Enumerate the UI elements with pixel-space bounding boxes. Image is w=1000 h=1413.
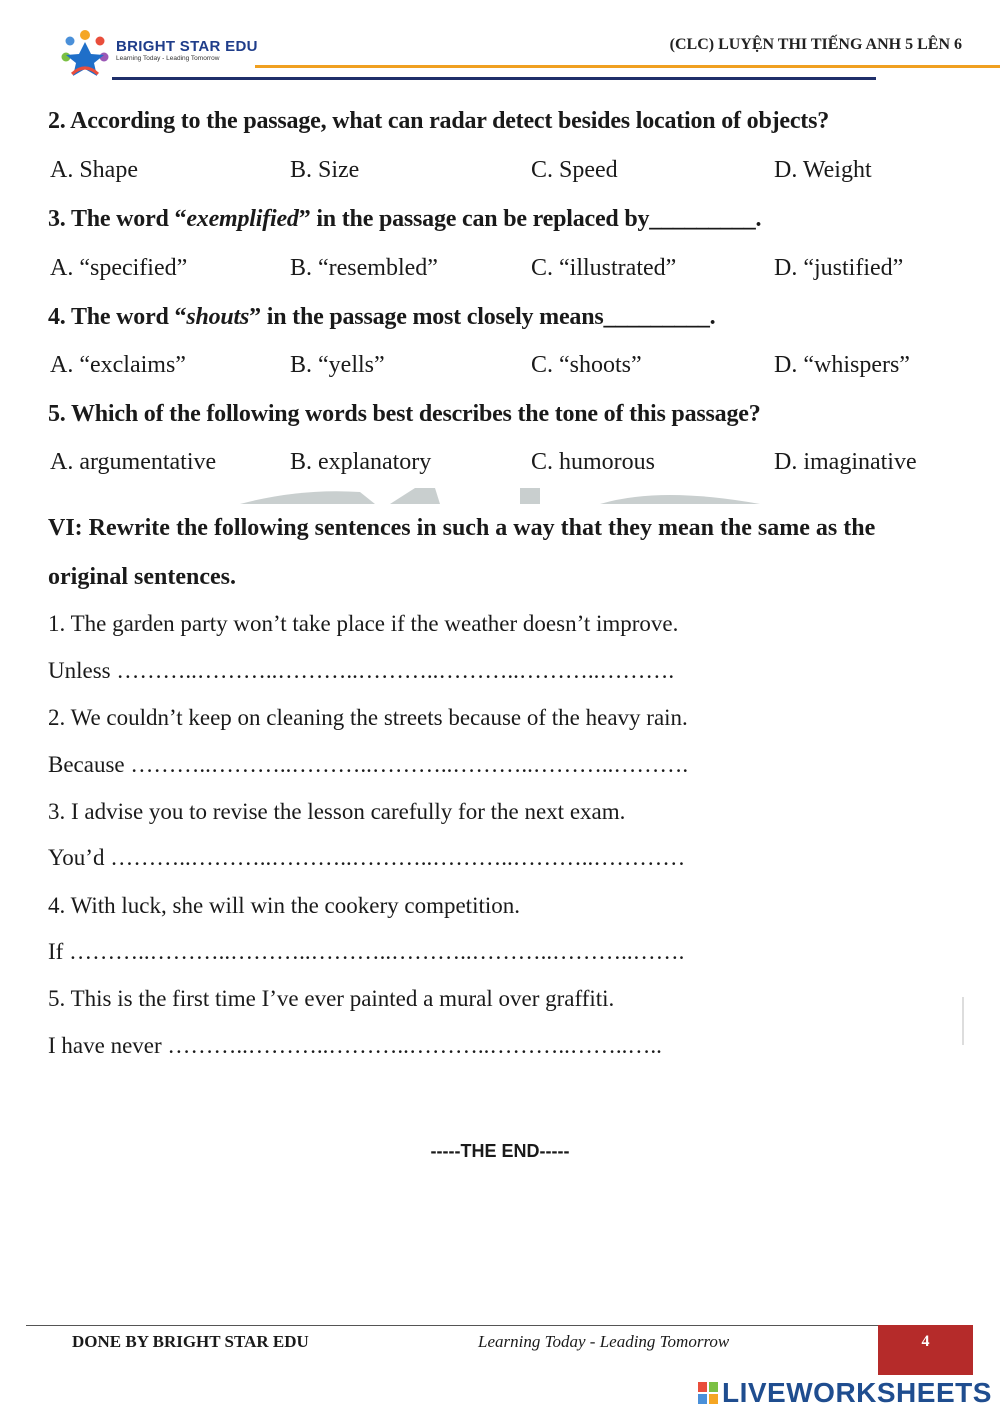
rewrite-4-answer-line[interactable]: If ………..………..………..………..………..………..………..……. [48, 939, 685, 964]
rewrite-5-answer-line[interactable]: I have never ………..………..………..………..………..……..….. [48, 1033, 662, 1058]
rewrite-3-sentence: 3. I advise you to revise the lesson carefully for the next exam. [48, 799, 626, 824]
page-number: 4 [878, 1325, 973, 1375]
question-2-stem: 2. According to the passage, what can radar detect besides location of objects? [48, 108, 830, 134]
footer-slogan: Learning Today - Leading Tomorrow [478, 1332, 730, 1351]
question-5-stem: 5. Which of the following words best describes the tone of this passage? [48, 401, 761, 427]
rewrite-3-answer-line[interactable]: You’d ………..………..………..………..………..………..………… [48, 845, 686, 870]
watermark-shape [240, 488, 760, 504]
liveworksheets-brand[interactable]: LIVEWORKSHEETS [722, 1377, 992, 1408]
question-3-option-b[interactable]: B. “resembled” [290, 255, 438, 281]
header-orange-rule [255, 65, 1000, 68]
question-2-option-b[interactable]: B. Size [290, 157, 360, 183]
rewrite-5-sentence: 5. This is the first time I’ve ever painted a mural over graffiti. [48, 986, 615, 1011]
question-4-stem-after: ” in the passage most closely means_________. [249, 304, 716, 330]
brand-logo-icon [58, 26, 112, 80]
section-vi-heading-line-1: VI: Rewrite the following sentences in such a way that they mean the same as the [48, 515, 876, 541]
question-3-stem-after: ” in the passage can be replaced by_________. [298, 206, 762, 232]
question-3-option-a[interactable]: A. “specified” [50, 255, 188, 281]
question-4-option-a[interactable]: A. “exclaims” [50, 352, 186, 378]
question-2-option-c[interactable]: C. Speed [531, 157, 618, 183]
question-2-option-a[interactable]: A. Shape [50, 157, 138, 183]
rewrite-4-sentence: 4. With luck, she will win the cookery competition. [48, 893, 520, 918]
question-5-option-d[interactable]: D. imaginative [774, 449, 917, 475]
footer-rule [26, 1325, 878, 1326]
question-5-option-c[interactable]: C. humorous [531, 449, 656, 475]
question-2-option-d[interactable]: D. Weight [774, 157, 872, 183]
question-4-option-b[interactable]: B. “yells” [290, 352, 385, 378]
rewrite-2-sentence: 2. We couldn’t keep on cleaning the streets because of the heavy rain. [48, 705, 688, 730]
question-5-option-b[interactable]: B. explanatory [290, 449, 432, 475]
question-5-option-a[interactable]: A. argumentative [50, 449, 217, 475]
section-vi-heading-line-2: original sentences. [48, 564, 236, 590]
margin-mark [962, 997, 964, 1045]
rewrite-1-sentence: 1. The garden party won’t take place if the weather doesn’t improve. [48, 611, 679, 636]
question-3-option-d[interactable]: D. “justified” [774, 255, 904, 281]
brand-tagline: Learning Today - Leading Tomorrow [116, 55, 220, 62]
question-3-stem [48, 206, 761, 233]
question-4-option-c[interactable]: C. “shoots” [531, 352, 642, 378]
brand-name: BRIGHT STAR EDU [116, 38, 258, 55]
question-4-stem-before: 4. The word “ [48, 304, 187, 330]
page-title: (CLC) LUYỆN THI TIẾNG ANH 5 LÊN 6 [669, 36, 962, 53]
rewrite-2-answer-line[interactable]: Because ………..………..………..………..………..………..………. [48, 752, 689, 777]
footer-author: DONE BY BRIGHT STAR EDU [72, 1332, 309, 1351]
question-4-option-d[interactable]: D. “whispers” [774, 352, 910, 378]
liveworksheets-logo-icon [698, 1382, 718, 1404]
question-4-keyword: shouts [186, 304, 250, 330]
question-4-stem [48, 304, 715, 331]
header-navy-rule [112, 77, 876, 80]
question-3-keyword: exemplified [186, 206, 299, 232]
question-3-option-c[interactable]: C. “illustrated” [531, 255, 677, 281]
the-end-text: -----THE END----- [430, 1141, 570, 1161]
rewrite-1-answer-line[interactable]: Unless ………..………..………..………..………..………..………. [48, 658, 675, 683]
question-3-stem-before: 3. The word “ [48, 206, 187, 232]
